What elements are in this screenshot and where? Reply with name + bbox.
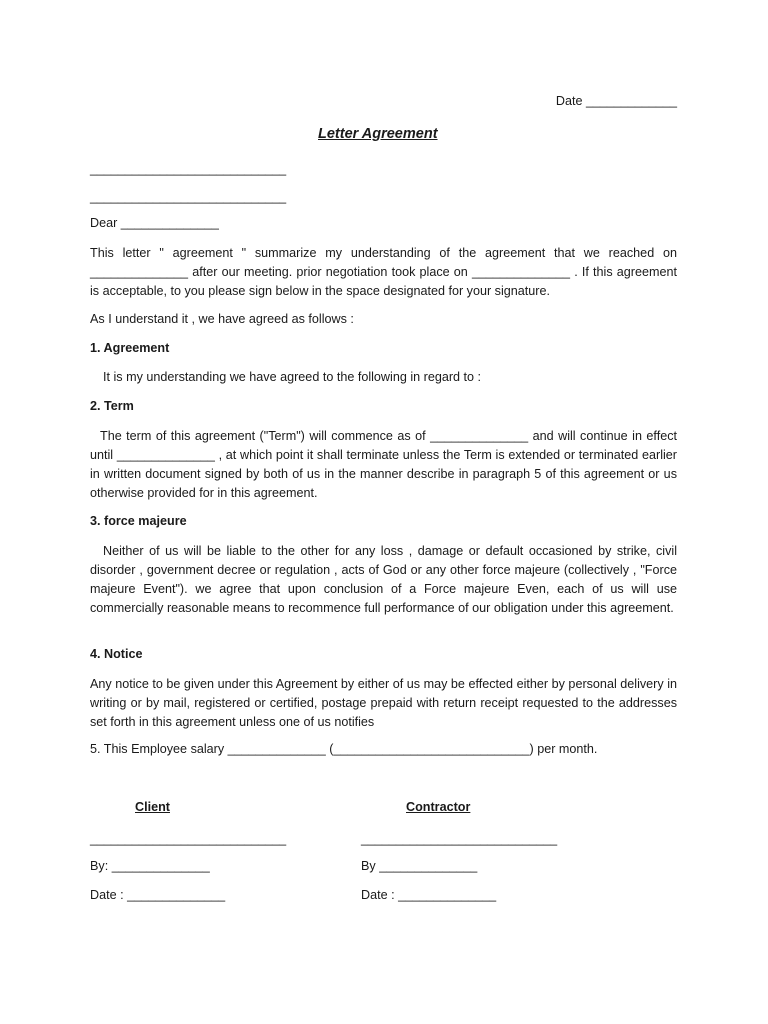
section-notice-heading: 4. Notice (90, 647, 143, 661)
section-notice-body: Any notice to be given under this Agreement by either of us may be effected either by personal delivery in writing or by mail, registered or certified, postage prepaid with return receipt requested to the addresses set forth in this agreement unless one of us notifies (90, 677, 677, 729)
address-line-1: ____________________________ (90, 162, 287, 176)
salutation: Dear ______________ (90, 216, 219, 230)
section-force-majeure-body: Neither of us will be liable to the other for any loss , damage or default occasioned by strike, civil disorder , government decree or regulation , acts of God or any other force majeure (collectively , "Force majeure Event"). we agree that upon conclusion of a Force majeure Even, each of us will use commercially reasonable means to recommence full performance of our obligation under this agreement. (90, 544, 677, 615)
client-signature-line: ____________________________ (90, 832, 287, 846)
section-agreement-body: It is my understanding we have agreed to the following in regard to : (103, 370, 482, 384)
contractor-by-line: By ______________ (361, 859, 478, 873)
section-term-heading: 2. Term (90, 399, 134, 413)
client-by-line: By: ______________ (90, 859, 210, 873)
section-term-body: The term of this agreement ("Term") will commence as of ______________ and will continue in effect until ______________ , at which point it shall terminate unless the Term is extended or terminated earlier in written document signed by both of us in the manner describe in paragraph 5 of this agreement or us otherwise provided for in this agreement. (90, 429, 677, 500)
section-agreement-heading: 1. Agreement (90, 341, 170, 355)
intro-paragraph: This letter " agreement " summarize my understanding of the agreement that we reached on ______________ after our meeting. prior negotiation took place on ______________ . If this agreement is acceptable, to you please sign below in the space designated for your signature. (90, 246, 677, 298)
understanding-line: As I understand it , we have agreed as follows : (90, 312, 354, 326)
client-heading: Client (135, 800, 170, 814)
contractor-signature-line: ____________________________ (361, 832, 558, 846)
letter-page (90, 0, 677, 1024)
date-line: Date _____________ (555, 94, 677, 108)
contractor-date-line: Date : ______________ (361, 888, 497, 902)
contractor-heading: Contractor (406, 800, 471, 814)
address-line-2: ____________________________ (90, 190, 287, 204)
document-title: Letter Agreement (318, 126, 438, 142)
client-date-line: Date : ______________ (90, 888, 226, 902)
section-force-majeure-heading: 3. force majeure (90, 514, 187, 528)
salary-line: 5. This Employee salary ______________ (____________________________) per month. (90, 742, 598, 756)
